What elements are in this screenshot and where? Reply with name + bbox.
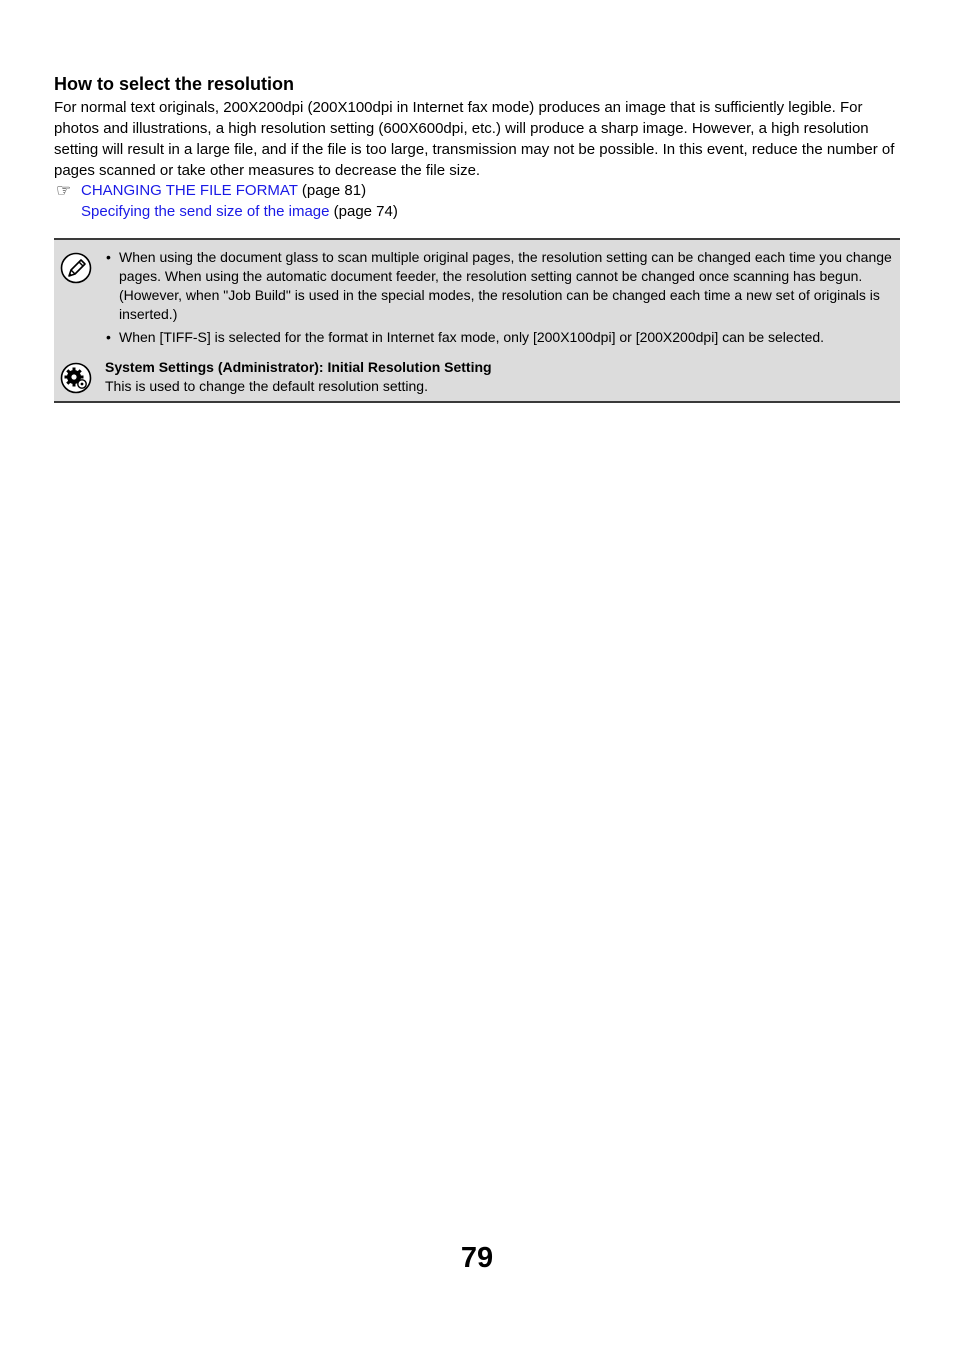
send-size-link[interactable]: Specifying the send size of the image	[81, 202, 330, 220]
reference-page: (page 81)	[297, 182, 367, 199]
reference-page: (page 74)	[329, 202, 398, 220]
pencil-note-icon	[60, 252, 92, 284]
system-settings-title: System Settings (Administrator): Initial Resolution Setting	[105, 359, 492, 375]
reference-item	[56, 181, 398, 202]
page-number: 79	[460, 1242, 494, 1274]
system-settings-description: This is used to change the default resolution setting.	[105, 378, 428, 394]
note-item	[106, 248, 894, 324]
reference-links	[56, 181, 398, 222]
note-item	[106, 328, 894, 347]
resolution-paragraph: For normal text originals, 200X200dpi (200X100dpi in Internet fax mode) produces an image that is sufficiently legible. For photos and illustrations, a high resolution setting (600X600dpi, etc.) will produce a sharp image. However, a high resolution setting will result in a large file, and if the file is too large, transmission may not be possible. In this event, reduce the number of pages scanned or take other measures to decrease the file size.	[54, 99, 895, 179]
pointing-hand-icon: ☞	[56, 181, 72, 200]
section-heading: How to select the resolution	[54, 74, 295, 94]
bullet: •	[106, 249, 111, 265]
bullet: •	[106, 329, 111, 345]
note-box	[54, 238, 900, 353]
system-settings-box	[54, 351, 900, 403]
reference-item	[56, 202, 398, 223]
note-item-text: When using the document glass to scan multiple original pages, the resolution setting can be changed each time you change pages. When using the automatic document feeder, the resolution setting cannot be changed once scanning has begun. (However, when "Job Build" is used in the special modes, the resolution can be changed each time a new set of originals is inserted.)	[119, 249, 892, 322]
gear-settings-icon	[60, 362, 92, 394]
note-item-text: When [TIFF-S] is selected for the format in Internet fax mode, only [200X100dpi] or [200X200dpi] can be selected.	[119, 329, 825, 345]
file-format-link[interactable]: CHANGING THE FILE FORMAT	[81, 182, 298, 199]
note-list	[106, 248, 894, 347]
